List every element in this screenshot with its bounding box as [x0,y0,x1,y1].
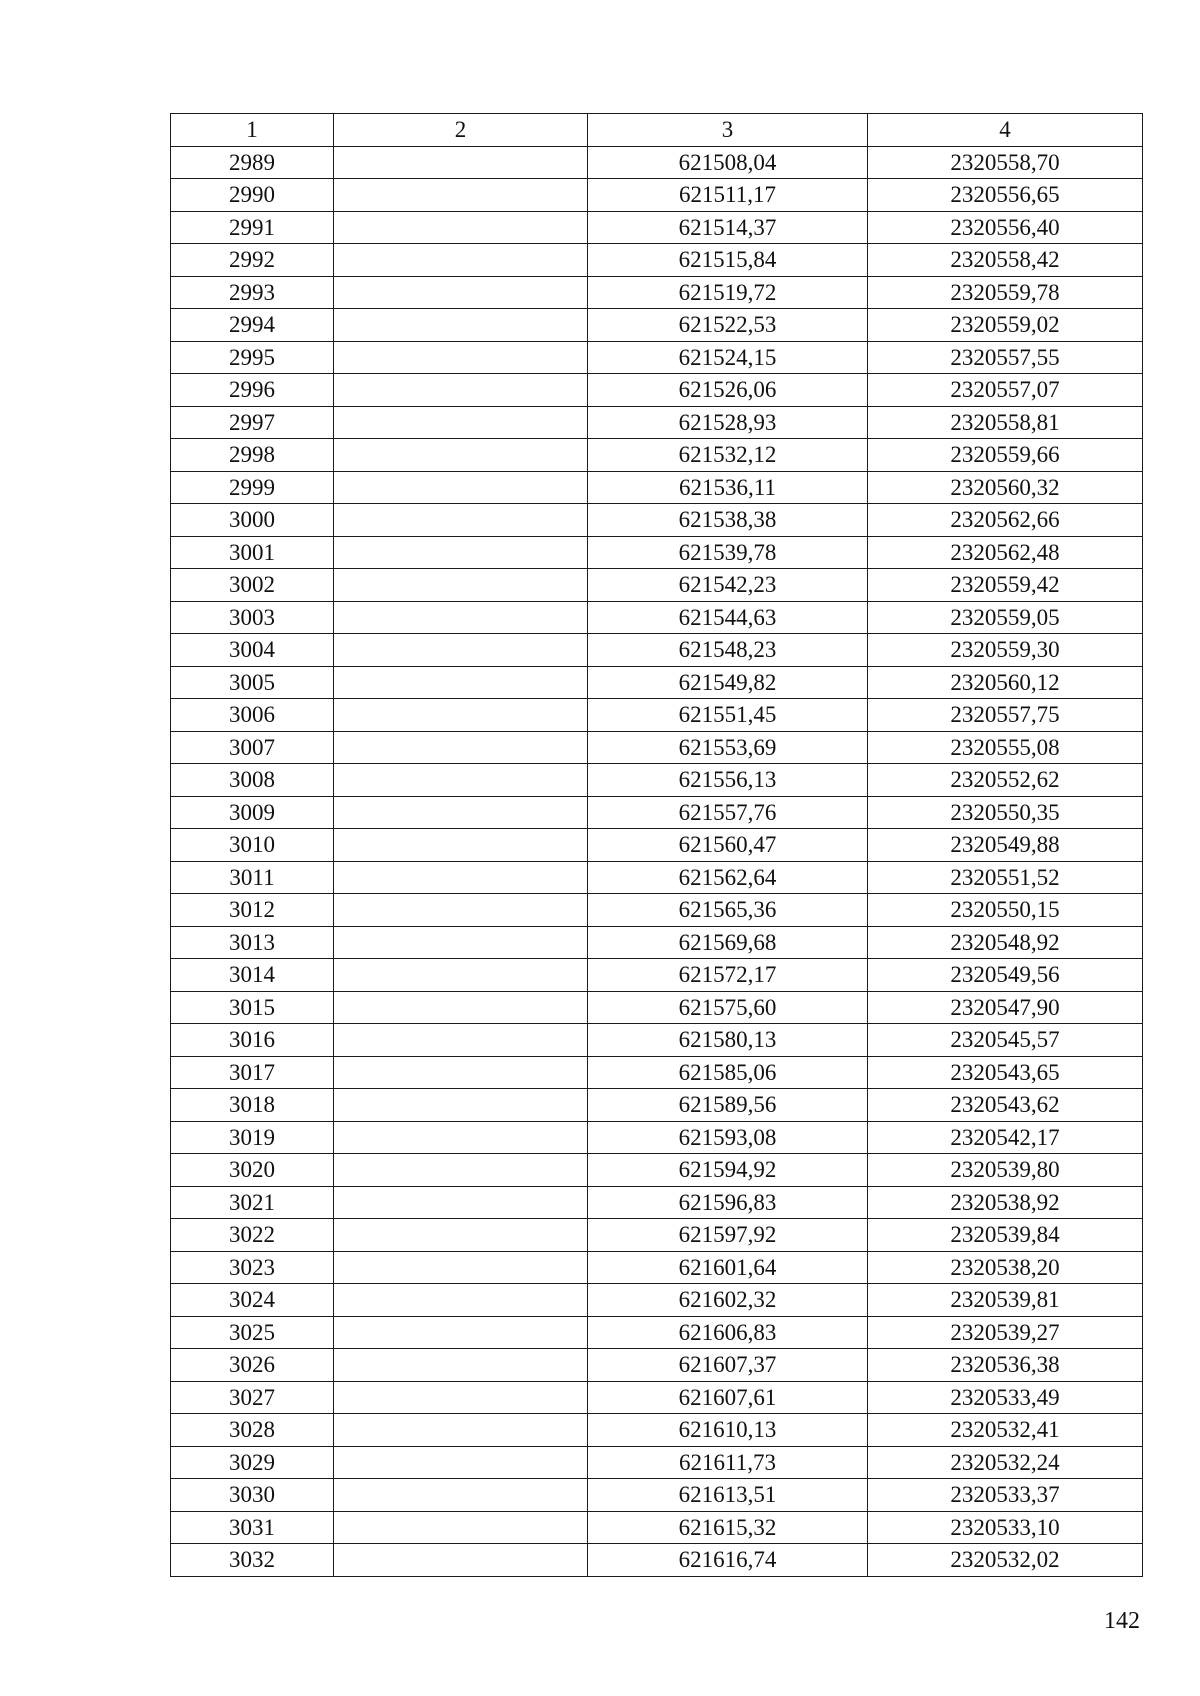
table-cell-col-2 [334,1381,588,1414]
table-cell-col-1: 3027 [171,1381,334,1414]
table-cell-col-1: 3009 [171,796,334,829]
table-body [171,146,1143,1576]
table-cell-col-4: 2320532,24 [868,1446,1143,1479]
table-cell-col-3: 621532,12 [588,439,868,472]
table-cell-col-1: 3013 [171,926,334,959]
table-cell-col-2 [334,569,588,602]
table-row [171,634,1143,667]
table-cell-col-2 [334,1186,588,1219]
table-cell-col-1: 3011 [171,861,334,894]
table-row [171,991,1143,1024]
table-cell-col-1: 2992 [171,244,334,277]
table-cell-col-4: 2320542,17 [868,1121,1143,1154]
table-cell-col-2 [334,634,588,667]
table-cell-col-4: 2320548,92 [868,926,1143,959]
table-cell-col-1: 2997 [171,406,334,439]
table-cell-col-1: 3012 [171,894,334,927]
header-row [171,114,1143,147]
table-cell-col-4: 2320559,78 [868,276,1143,309]
table-cell-col-1: 3031 [171,1511,334,1544]
table-cell-col-2 [334,536,588,569]
table-cell-col-4: 2320549,88 [868,829,1143,862]
table-row [171,796,1143,829]
table-cell-col-3: 621556,13 [588,764,868,797]
table-cell-col-4: 2320551,52 [868,861,1143,894]
table-cell-col-4: 2320538,92 [868,1186,1143,1219]
table-cell-col-4: 2320562,48 [868,536,1143,569]
table-cell-col-4: 2320539,81 [868,1284,1143,1317]
table-cell-col-1: 3006 [171,699,334,732]
table-cell-col-3: 621528,93 [588,406,868,439]
table-cell-col-1: 3025 [171,1316,334,1349]
table-cell-col-3: 621515,84 [588,244,868,277]
table-cell-col-3: 621575,60 [588,991,868,1024]
table-cell-col-2 [334,1154,588,1187]
table-cell-col-3: 621522,53 [588,309,868,342]
table-cell-col-1: 3018 [171,1089,334,1122]
table-cell-col-3: 621596,83 [588,1186,868,1219]
table-cell-col-4: 2320550,15 [868,894,1143,927]
table-cell-col-3: 621539,78 [588,536,868,569]
table-cell-col-3: 621607,37 [588,1349,868,1382]
table-cell-col-1: 3010 [171,829,334,862]
table-row [171,1024,1143,1057]
table-cell-col-4: 2320532,41 [868,1414,1143,1447]
table-cell-col-1: 3017 [171,1056,334,1089]
table-cell-col-1: 2998 [171,439,334,472]
table-cell-col-1: 3019 [171,1121,334,1154]
table-cell-col-2 [334,1316,588,1349]
table-cell-col-2 [334,179,588,212]
table-row [171,1316,1143,1349]
table-row [171,211,1143,244]
table-cell-col-2 [334,471,588,504]
table-row [171,471,1143,504]
table-cell-col-4: 2320545,57 [868,1024,1143,1057]
table-cell-col-2 [334,731,588,764]
table-cell-col-2 [334,146,588,179]
table-cell-col-3: 621557,76 [588,796,868,829]
table-cell-col-1: 3005 [171,666,334,699]
table-cell-col-1: 2996 [171,374,334,407]
table-row [171,1056,1143,1089]
table-cell-col-1: 3000 [171,504,334,537]
table-row [171,536,1143,569]
table-cell-col-2 [334,926,588,959]
table-cell-col-4: 2320559,05 [868,601,1143,634]
table-cell-col-4: 2320557,55 [868,341,1143,374]
table-row [171,699,1143,732]
table-cell-col-4: 2320559,66 [868,439,1143,472]
table-cell-col-3: 621562,64 [588,861,868,894]
table-cell-col-1: 3008 [171,764,334,797]
table-row [171,1381,1143,1414]
table-cell-col-4: 2320533,37 [868,1479,1143,1512]
table-cell-col-1: 2994 [171,309,334,342]
table-cell-col-2 [334,1479,588,1512]
table-row [171,861,1143,894]
table-cell-col-1: 2990 [171,179,334,212]
table-cell-col-3: 621580,13 [588,1024,868,1057]
table-cell-col-3: 621593,08 [588,1121,868,1154]
table-row [171,374,1143,407]
table-cell-col-3: 621526,06 [588,374,868,407]
table-cell-col-3: 621615,32 [588,1511,868,1544]
table-row [171,406,1143,439]
table-cell-col-1: 2989 [171,146,334,179]
table-row [171,1219,1143,1252]
table-cell-col-3: 621613,51 [588,1479,868,1512]
table-row [171,1154,1143,1187]
table-row [171,829,1143,862]
table-cell-col-1: 2991 [171,211,334,244]
table-cell-col-1: 3014 [171,959,334,992]
table-row [171,276,1143,309]
table-cell-col-3: 621514,37 [588,211,868,244]
table-cell-col-1: 3002 [171,569,334,602]
table-cell-col-2 [334,406,588,439]
table-cell-col-4: 2320557,75 [868,699,1143,732]
table-row [171,764,1143,797]
table-cell-col-1: 3015 [171,991,334,1024]
table-cell-col-2 [334,829,588,862]
table-cell-col-4: 2320558,70 [868,146,1143,179]
table-row [171,1511,1143,1544]
table-cell-col-1: 3032 [171,1544,334,1577]
table-cell-col-2 [334,1024,588,1057]
table-row [171,179,1143,212]
table-cell-col-4: 2320557,07 [868,374,1143,407]
table-cell-col-2 [334,504,588,537]
table-row [171,341,1143,374]
table-cell-col-2 [334,341,588,374]
table-cell-col-3: 621536,11 [588,471,868,504]
table-cell-col-2 [334,666,588,699]
table-row [171,309,1143,342]
table-cell-col-3: 621589,56 [588,1089,868,1122]
table-cell-col-2 [334,276,588,309]
coordinates-table [170,113,1143,1577]
table-cell-col-1: 2993 [171,276,334,309]
table-cell-col-4: 2320549,56 [868,959,1143,992]
table-cell-col-2 [334,439,588,472]
table-cell-col-4: 2320543,65 [868,1056,1143,1089]
table-cell-col-1: 3030 [171,1479,334,1512]
table-cell-col-4: 2320556,40 [868,211,1143,244]
table-cell-col-4: 2320559,42 [868,569,1143,602]
table-cell-col-2 [334,1414,588,1447]
table-row [171,569,1143,602]
table-cell-col-1: 3023 [171,1251,334,1284]
table-cell-col-3: 621610,13 [588,1414,868,1447]
table-cell-col-2 [334,244,588,277]
table-cell-col-4: 2320550,35 [868,796,1143,829]
table-cell-col-2 [334,211,588,244]
table-cell-col-2 [334,1544,588,1577]
table-cell-col-2 [334,1251,588,1284]
table-cell-col-2 [334,1511,588,1544]
table-cell-col-2 [334,959,588,992]
table-cell-col-2 [334,1284,588,1317]
table-cell-col-1: 3026 [171,1349,334,1382]
table-cell-col-4: 2320532,02 [868,1544,1143,1577]
table-cell-col-2 [334,1446,588,1479]
table-cell-col-2 [334,1056,588,1089]
table-cell-col-3: 621538,38 [588,504,868,537]
table-cell-col-4: 2320533,49 [868,1381,1143,1414]
table-row [171,666,1143,699]
table-row [171,1446,1143,1479]
table-cell-col-4: 2320543,62 [868,1089,1143,1122]
table-cell-col-1: 3004 [171,634,334,667]
table-row [171,439,1143,472]
table-cell-col-3: 621611,73 [588,1446,868,1479]
table-cell-col-4: 2320547,90 [868,991,1143,1024]
table-cell-col-1: 2999 [171,471,334,504]
table-cell-col-2 [334,1089,588,1122]
table-cell-col-3: 621585,06 [588,1056,868,1089]
table-cell-col-2 [334,1349,588,1382]
table-cell-col-4: 2320558,81 [868,406,1143,439]
table-row [171,1544,1143,1577]
table-cell-col-3: 621601,64 [588,1251,868,1284]
table-row [171,894,1143,927]
table-cell-col-3: 621549,82 [588,666,868,699]
table-cell-col-3: 621551,45 [588,699,868,732]
table-cell-col-4: 2320562,66 [868,504,1143,537]
table-cell-col-4: 2320558,42 [868,244,1143,277]
table-row [171,1284,1143,1317]
table-row [171,959,1143,992]
table-row [171,146,1143,179]
table-cell-col-3: 621594,92 [588,1154,868,1187]
column-header-2: 2 [334,114,588,147]
table-cell-col-3: 621508,04 [588,146,868,179]
table-cell-col-1: 3003 [171,601,334,634]
table-cell-col-1: 3021 [171,1186,334,1219]
table-cell-col-3: 621616,74 [588,1544,868,1577]
table-cell-col-3: 621569,68 [588,926,868,959]
table-cell-col-4: 2320533,10 [868,1511,1143,1544]
table-cell-col-3: 621511,17 [588,179,868,212]
table-row [171,504,1143,537]
table-cell-col-3: 621597,92 [588,1219,868,1252]
table-row [171,1186,1143,1219]
table-cell-col-4: 2320556,65 [868,179,1143,212]
table-cell-col-4: 2320538,20 [868,1251,1143,1284]
table-cell-col-2 [334,991,588,1024]
table-cell-col-2 [334,861,588,894]
table-cell-col-3: 621607,61 [588,1381,868,1414]
table-cell-col-4: 2320539,27 [868,1316,1143,1349]
table-cell-col-1: 2995 [171,341,334,374]
table-cell-col-1: 3016 [171,1024,334,1057]
table-cell-col-4: 2320559,02 [868,309,1143,342]
table-row [171,926,1143,959]
table-cell-col-4: 2320560,32 [868,471,1143,504]
table-cell-col-4: 2320560,12 [868,666,1143,699]
column-header-4: 4 [868,114,1143,147]
table-cell-col-4: 2320539,84 [868,1219,1143,1252]
table-cell-col-1: 3029 [171,1446,334,1479]
table-cell-col-1: 3020 [171,1154,334,1187]
table-row [171,1349,1143,1382]
table-cell-col-1: 3022 [171,1219,334,1252]
table-cell-col-2 [334,764,588,797]
table-cell-col-1: 3028 [171,1414,334,1447]
table-cell-col-4: 2320539,80 [868,1154,1143,1187]
table-cell-col-4: 2320559,30 [868,634,1143,667]
table-cell-col-3: 621519,72 [588,276,868,309]
table-cell-col-3: 621565,36 [588,894,868,927]
table-cell-col-4: 2320555,08 [868,731,1143,764]
table-row [171,1479,1143,1512]
table-cell-col-4: 2320536,38 [868,1349,1143,1382]
table-row [171,601,1143,634]
table-cell-col-2 [334,894,588,927]
table-cell-col-3: 621553,69 [588,731,868,764]
table-cell-col-3: 621544,63 [588,601,868,634]
table-row [171,731,1143,764]
table-row [171,1251,1143,1284]
table-cell-col-1: 3007 [171,731,334,764]
table-cell-col-2 [334,796,588,829]
table-row [171,1414,1143,1447]
page-number: 142 [1104,1608,1140,1634]
table-cell-col-2 [334,1121,588,1154]
table-row [171,1121,1143,1154]
table-cell-col-2 [334,601,588,634]
table-cell-col-3: 621606,83 [588,1316,868,1349]
table-cell-col-1: 3024 [171,1284,334,1317]
table-cell-col-3: 621524,15 [588,341,868,374]
column-header-1: 1 [171,114,334,147]
table-cell-col-3: 621560,47 [588,829,868,862]
table-row [171,1089,1143,1122]
table-cell-col-3: 621548,23 [588,634,868,667]
table-cell-col-3: 621602,32 [588,1284,868,1317]
table-cell-col-2 [334,1219,588,1252]
column-header-3: 3 [588,114,868,147]
table-cell-col-2 [334,699,588,732]
table-cell-col-1: 3001 [171,536,334,569]
table-cell-col-3: 621572,17 [588,959,868,992]
table-cell-col-2 [334,309,588,342]
table-cell-col-2 [334,374,588,407]
table-cell-col-3: 621542,23 [588,569,868,602]
table-row [171,244,1143,277]
table-cell-col-4: 2320552,62 [868,764,1143,797]
